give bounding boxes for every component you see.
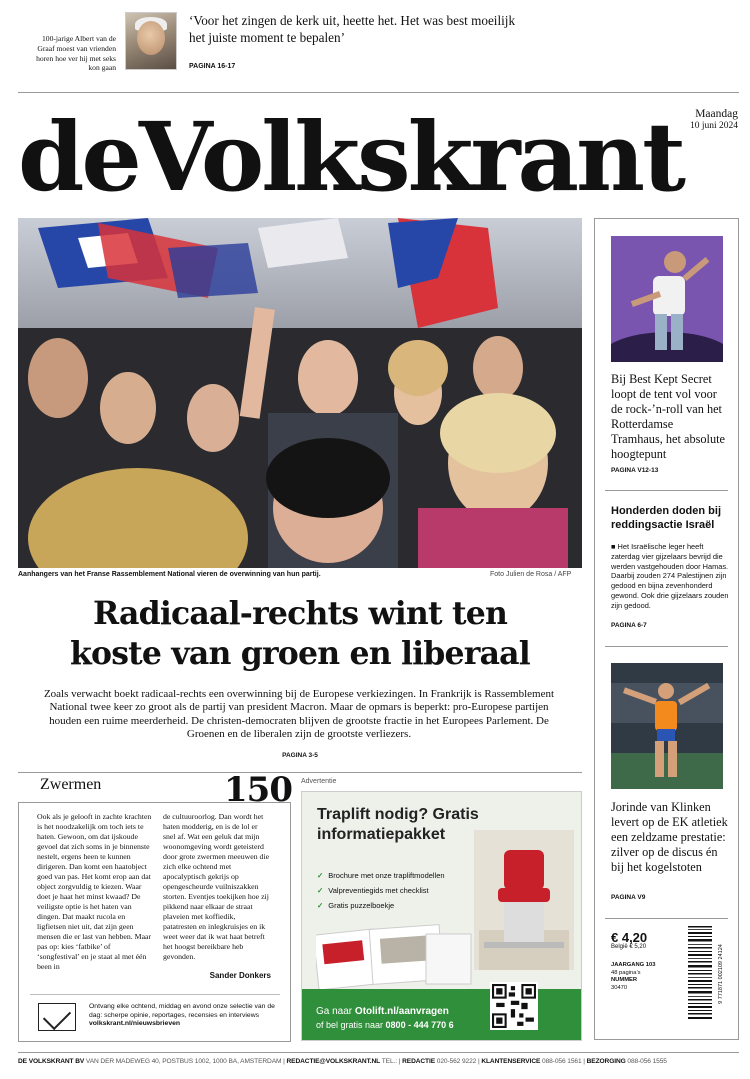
check-icon: ✓ [317,886,324,895]
sidebar-divider [605,646,728,647]
lead-headline[interactable] [18,594,582,674]
price-belgium: België € 5,20 [611,944,647,950]
ad-checklist-item: ✓ Gratis puzzelboekje [317,901,395,910]
lead-page-ref: PAGINA 3-5 [282,752,318,759]
ad-cta-phone[interactable]: of bel gratis naar 0800 - 444 770 6 [316,1020,454,1030]
stairlift-image [474,830,574,970]
footer-redactie-tel: 020-562 9222 [436,1058,477,1065]
teaser-page-ref: PAGINA 16-17 [189,63,236,70]
footer-tel-label: TEL.: [381,1058,398,1065]
issue-number: 30470 [611,984,628,991]
sidebar-item2-page-ref: PAGINA 6-7 [611,622,647,629]
footer-klantenservice-tel: 088-056 1561 [542,1058,582,1065]
teaser-summary[interactable]: 100-jarige Albert van de Graaf moest van vrienden horen hoe ver hij met seks kon gaan [36,34,116,73]
barcode [686,922,730,1026]
advertisement[interactable] [301,791,582,1041]
ad-cta-url[interactable]: Ga naar Otolift.nl/aanvragen [316,1006,449,1017]
footer-klantenservice-label: KLANTENSERVICE [481,1058,541,1065]
photo-credit: Foto Julien de Rosa / AFP [490,571,572,578]
sidebar-athlete-photo[interactable] [611,663,723,789]
sidebar-item1-text[interactable]: Bij Best Kept Secret loopt de tent vol voor de rock-’n-roll van het Rotterdamse Tramhaus, het absolute hoogtepunt [611,372,725,461]
date-weekday: Maandag [695,108,738,120]
column-text-part-2: de cultuuroorlog. Dan wordt het haten modderig, en is de lol er snel af. Wat een geluk dat mijn woonomgeving wordt geteisterd door grote zwermen meeuwen die zich elke ochtend met apocalyptisch gekrijs op opengescheurde vuilniszakken storten. Eventjes toekijken hoe zij pikkend naar elkaar de straat plaveien met koffiedik, patatresten en inlegkruisjes en ik weet weer dat ik wat haat betreft het hoogst bereikbare heb gevonden. [163,812,270,961]
column-title[interactable]: Zwermen [40,776,102,793]
footer-bezorging-label: BEZORGING [586,1058,626,1065]
newsletter-divider [30,994,280,995]
sidebar-item2-headline[interactable]: Honderden doden bij reddingsactie Israël [611,505,721,531]
qr-code-icon[interactable] [490,982,538,1030]
footer-redactie-label: REDACTIE [402,1058,436,1065]
envelope-icon [38,1003,76,1031]
sidebar-item1-page-ref: PAGINA V12-13 [611,467,659,474]
ad-checklist-item: ✓ Valpreventiegids met checklist [317,886,429,895]
masthead-logo[interactable]: deVolkskrant [18,102,683,213]
lead-headline-line-1: Radicaal-rechts wint ten [92,595,508,632]
middle-divider [18,772,582,773]
footer-contact: DE VOLKSKRANT BV VAN DER MADEWEG 40, POSTBUS 1002, 1000 BA, AMSTERDAM | REDACTIE@VOLKSKRANT.NL TEL.: | REDACTIE 020-562 9222 | KLANTENSERVICE 088-056 1561 | BEZORGING 088-056 1555 [18,1058,667,1065]
ad-checklist [317,868,445,913]
ad-checklist-item: ✓ Brochure met onze trapliftmodellen [317,871,445,880]
top-divider [18,92,739,93]
sidebar-item2-text: ■ Het Israëlische leger heeft zaterdag vier gijzelaars bevrijd die werden vastgehouden door Hamas. Daarbij zouden 274 Palestijnen zijn gedood en bijna zevenhonderd gewond. Ook drie gijzelaars zouden zijn gedood. [611,542,729,610]
sidebar-divider [605,490,728,491]
footer-company: DE VOLKSKRANT BV [18,1058,85,1065]
column-text-part-1: Ook als je gelooft in zachte krachten is het noodzakelijk om toch iets te haten. Gewoon, om dat ijskoude gevoel dat zich soms in je binnenste nestelt, ergens heen te kunnen dirigeren. Dan komt een haatobject goed van pas. Het komt erop aan dat object zorgvuldig te kiezen. Waar doet je haat het minst kwaad? De veiligste optie is het haten van dingen. Dat maakt rucola en ligfietsen niet uit, dat zijn geen mensen die er last van hebben. Maar pas op: kies ‘fatbike’ of ‘songfestival’ en je staat al met één been in [37,812,152,971]
teaser-quote[interactable]: ‘Voor het zingen de kerk uit, heette het. Het was best moeilijk het juiste moment te bepalen’ [189,13,516,45]
sidebar-item3-page-ref: PAGINA V9 [611,894,646,901]
footer-address: VAN DER MADEWEG 40, POSTBUS 1002, 1000 BA, AMSTERDAM [85,1058,282,1065]
lead-headline-line-2: koste van groen en liberaal [70,635,530,672]
column-number: 150 [224,770,292,810]
date-full: 10 juni 2024 [689,121,738,131]
bottom-divider [18,1052,739,1053]
newsletter-text: Ontvang elke ochtend, middag en avond onze selectie van de dag: scherpe opinie, reportages, recensies en interviews [89,1003,275,1019]
crowd-illustration [18,218,582,568]
price: € 4,20 [611,930,648,945]
issue-label: NUMMER [611,977,638,983]
main-photo[interactable] [18,218,582,568]
bullet-icon: ■ [611,542,618,551]
brochure-image [316,922,476,992]
check-icon: ✓ [317,901,324,910]
ad-label: Advertentie [301,778,337,785]
barcode-digits: 9 771871 002109 24124 [718,944,724,1004]
issue-pages: 48 pagina’s [611,969,641,976]
check-icon: ✓ [317,871,324,880]
issue-info [611,962,655,992]
footer-bezorging-tel: 088-056 1555 [627,1058,667,1065]
newsletter-promo [89,1003,279,1029]
issue-year: JAARGANG 103 [611,962,656,968]
athlete-illustration [611,663,723,789]
ad-title: Traplift nodig? Gratis informatiepakket [317,806,479,843]
barcode-graphic [686,922,730,1026]
lead-intro: Zoals verwacht boekt radicaal-rechts een overwinning bij de Europese verkiezingen. In Frankrijk is Rassemblement National twee keer zo groot als de partij van president Macron. Maar de opmars is beperkt: pro-Europese partijen houden een ruime meerderheid. De christen-democraten blijven de grootste fractie in het Europees Parlement. De Groenen en de liberalen zijn de grootste verliezers. [43,688,555,741]
footer-email[interactable]: REDACTIE@VOLKSKRANT.NL [286,1058,381,1065]
sidebar-concert-photo[interactable] [611,236,723,362]
photo-caption: Aanhangers van het Franse Rassemblement National vieren de overwinning van hun partij. [18,571,321,578]
sidebar-divider [605,918,728,919]
newsletter-link[interactable]: volkskrant.nl/nieuwsbrieven [89,1020,181,1027]
column-author: Sander Donkers [209,971,271,980]
teaser-portrait-photo[interactable] [125,12,177,70]
concert-illustration [611,236,723,362]
sidebar-item3-text[interactable]: Jorinde van Klinken levert op de EK atletiek een zeldzame prestatie: zilver op de discus én bij het kogelstoten [611,800,728,874]
